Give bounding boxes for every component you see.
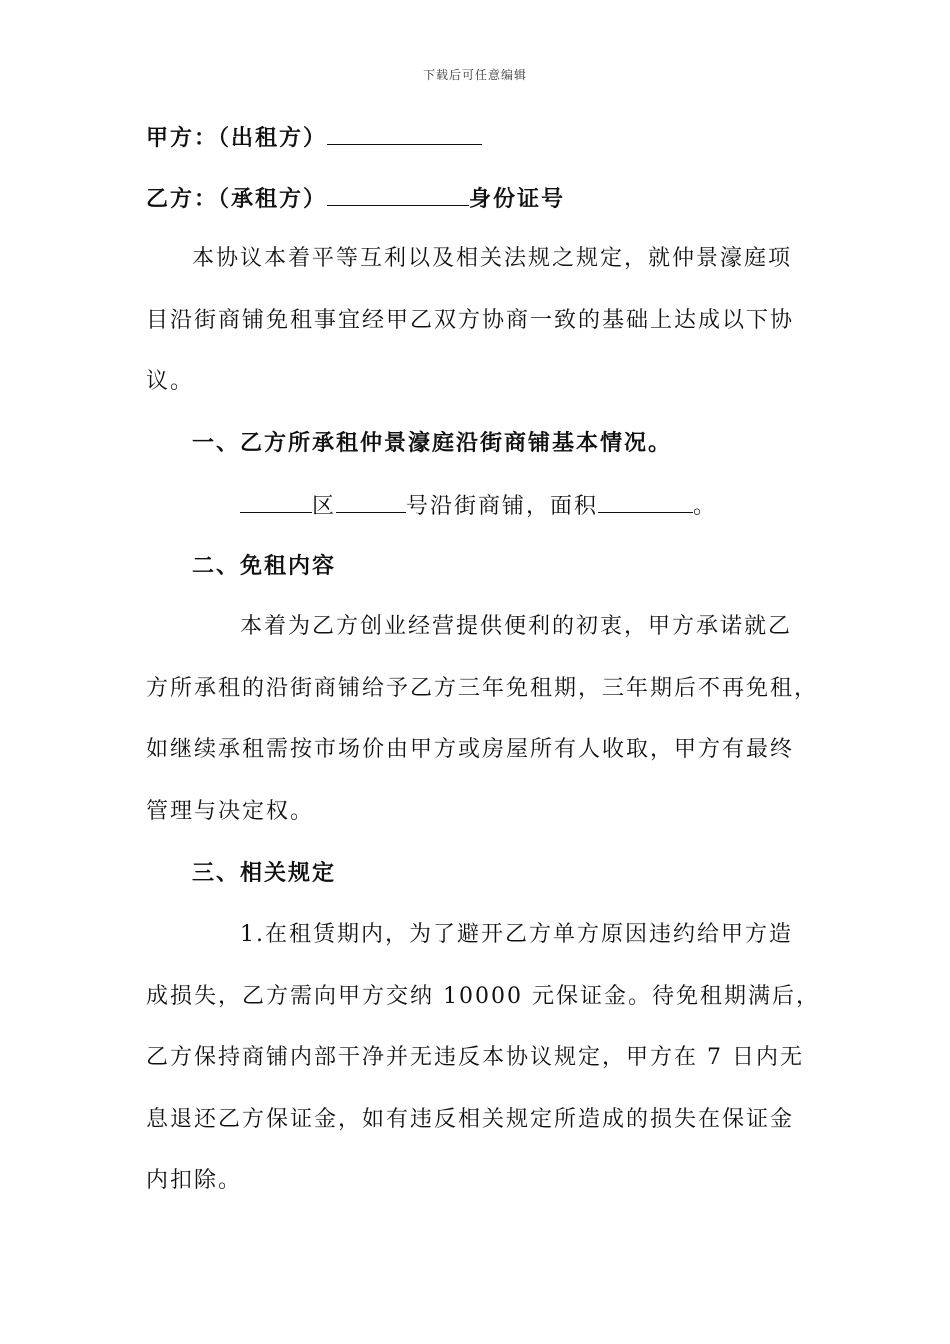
section2-line-3: 如继续承租需按市场价由甲方或房屋所有人收取，甲方有最终 (146, 737, 795, 762)
section3-line-4: 息退还乙方保证金，如有违反相关规定所造成的损失在保证金 (146, 1107, 795, 1132)
party-b-blank[interactable] (327, 183, 469, 206)
section3-line-1: 1.在租赁期内，为了避开乙方单方原因违约给甲方造 (240, 922, 793, 947)
intro-line-3: 议。 (146, 369, 195, 394)
party-b-line (146, 183, 826, 214)
number-label: 号沿街商铺，面积 (406, 494, 599, 519)
section2-line-2: 方所承租的沿街商铺给予乙方三年免租期，三年期后不再免租， (146, 676, 819, 701)
section3-line-3: 乙方保持商铺内部干净并无违反本协议规定，甲方在 7 日内无 (146, 1045, 804, 1070)
intro-line-2: 目沿街商铺免租事宜经甲乙双方协商一致的基础上达成以下协 (146, 308, 795, 333)
number-blank[interactable] (336, 490, 406, 513)
section2-line-4: 管理与决定权。 (146, 799, 315, 824)
intro-line-1: 本协议本着平等互利以及相关法规之规定，就仲景濠庭项 (192, 246, 793, 271)
district-blank[interactable] (240, 490, 312, 513)
district-label: 区 (312, 494, 337, 519)
party-a-line (146, 122, 826, 153)
section1-heading: 一、乙方所承租仲景濠庭沿街商铺基本情况。 (192, 430, 673, 456)
header-note: 下载后可任意编辑 (422, 68, 527, 82)
party-a-blank[interactable] (327, 122, 482, 145)
party-a-label: 甲方：（出租方） (146, 125, 328, 151)
section3-line-5: 内扣除。 (146, 1168, 243, 1193)
party-b-id-label: 身份证号 (469, 186, 566, 212)
area-period: 。 (693, 494, 718, 519)
section3-heading: 三、相关规定 (192, 860, 337, 886)
party-b-label: 乙方：（承租方） (146, 186, 328, 212)
section2-heading: 二、免租内容 (192, 553, 337, 579)
area-blank[interactable] (598, 490, 693, 513)
section3-line-2: 成损失，乙方需向甲方交纳 10000 元保证金。待免租期满后， (146, 984, 820, 1009)
section1-fill-line (240, 490, 920, 522)
section2-line-1: 本着为乙方创业经营提供便利的初衷，甲方承诺就乙 (240, 614, 793, 639)
